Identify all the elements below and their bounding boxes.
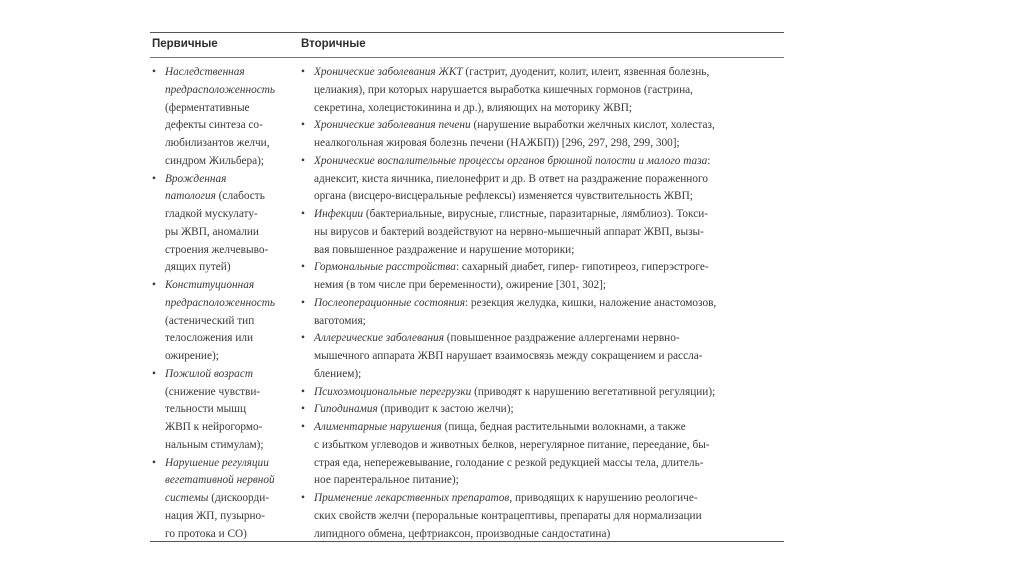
primary-causes-list xyxy=(152,64,292,543)
bullet-icon: • xyxy=(301,154,305,167)
item-line xyxy=(314,259,783,277)
item-text: немия (в том числе при беременности), ожирение [301, 302]; xyxy=(314,279,607,291)
item-text: страя еда, непережевывание, голодание с резкой редукцией массы тела, длитель- xyxy=(314,456,704,469)
item-term: предрасположенность xyxy=(165,296,276,309)
item-line xyxy=(165,348,292,366)
item-term: системы xyxy=(165,492,209,504)
column-header-secondary: Вторичные xyxy=(301,38,366,50)
primary-cause-item xyxy=(152,366,292,455)
item-line xyxy=(314,117,783,135)
item-line xyxy=(314,82,783,100)
item-line xyxy=(165,508,292,526)
secondary-cause-item xyxy=(301,401,783,419)
bullet-icon: • xyxy=(301,208,305,220)
secondary-cause-item xyxy=(301,490,783,543)
item-text: тельности мышц xyxy=(165,403,247,416)
secondary-cause-item xyxy=(301,295,783,331)
item-line xyxy=(314,384,783,402)
item-line xyxy=(165,171,292,189)
bullet-icon: • xyxy=(301,119,305,132)
item-term: Гормональные расстройства xyxy=(314,261,456,274)
item-text: нация ЖП, пузырно- xyxy=(165,509,265,522)
item-line xyxy=(165,313,292,331)
item-line xyxy=(314,171,783,189)
item-term: Психоэмоциональные перегрузки xyxy=(314,385,472,398)
secondary-causes-list xyxy=(301,64,783,543)
item-text: : xyxy=(707,154,711,167)
item-text: блением); xyxy=(314,367,362,380)
item-term: вегетативной нервной xyxy=(165,474,275,487)
item-term: предрасположенность xyxy=(165,83,276,96)
item-text: , приводящих к нарушению реологиче- xyxy=(509,492,698,504)
table-top-rule xyxy=(150,32,784,33)
item-text: (пища, бедная растительными волокнами, а также xyxy=(441,421,686,433)
item-text: (бактериальные, вирусные, глистные, паразитарные, лямблиоз). Токси- xyxy=(363,208,709,220)
item-line xyxy=(314,419,783,437)
item-text: синдром Жильбера); xyxy=(165,154,265,167)
item-text: (приводит к застою желчи); xyxy=(377,403,514,416)
bullet-icon: • xyxy=(152,367,156,380)
header-divider xyxy=(150,57,784,58)
bullet-icon: • xyxy=(152,456,156,469)
item-text: целиакия), при которых нарушается выработка кишечных гормонов (гастрина, xyxy=(314,83,693,96)
item-text: ваготомия; xyxy=(314,314,366,327)
item-line xyxy=(165,455,292,473)
item-line xyxy=(165,206,292,224)
item-term: Конституционная xyxy=(165,279,255,291)
bullet-icon: • xyxy=(301,261,305,274)
item-line xyxy=(314,206,783,224)
item-text: ры ЖВП, аномалии xyxy=(165,225,259,238)
item-term: Хронические заболевания ЖКТ xyxy=(314,66,463,78)
item-term: Алиментарные нарушения xyxy=(314,421,442,433)
bullet-icon: • xyxy=(152,66,156,78)
item-text: ЖВП к нейрогормо- xyxy=(165,421,263,433)
item-line xyxy=(165,100,292,118)
item-text: любилизантов желчи, xyxy=(165,137,270,149)
item-line xyxy=(314,313,783,331)
table-bottom-rule xyxy=(150,541,784,542)
item-text: (снижение чувстви- xyxy=(165,385,261,398)
item-text: го протока и СО) xyxy=(165,527,247,540)
bullet-icon: • xyxy=(301,332,305,345)
item-line xyxy=(314,455,783,473)
primary-cause-item xyxy=(152,277,292,366)
item-text: (приводят к нарушению вегетативной регуляции); xyxy=(471,385,716,398)
item-line xyxy=(165,401,292,419)
item-line xyxy=(314,224,783,242)
item-text: : сахарный диабет, гипер- гипотиреоз, гиперэстроге- xyxy=(455,261,709,274)
item-line xyxy=(314,472,783,490)
secondary-cause-item xyxy=(301,153,783,206)
item-line xyxy=(165,366,292,384)
primary-cause-item xyxy=(152,64,292,171)
primary-cause-item xyxy=(152,171,292,278)
bullet-icon: • xyxy=(152,279,156,291)
item-line xyxy=(314,348,783,366)
item-line xyxy=(165,384,292,402)
item-line xyxy=(165,472,292,490)
item-line xyxy=(165,242,292,260)
item-line xyxy=(165,153,292,171)
item-term: патология xyxy=(165,190,216,203)
item-text: нальным стимулам); xyxy=(165,438,264,451)
item-line xyxy=(314,437,783,455)
item-term: Врожденная xyxy=(165,172,227,185)
item-line xyxy=(165,490,292,508)
bullet-icon: • xyxy=(301,385,305,398)
item-text: (ферментативные xyxy=(165,101,250,114)
item-line xyxy=(314,153,783,171)
item-line xyxy=(165,117,292,135)
item-line xyxy=(314,135,783,153)
item-line xyxy=(165,437,292,455)
item-line xyxy=(314,366,783,384)
item-term: Хронические воспалительные процессы органов брюшной полости и малого таза xyxy=(314,154,708,167)
item-line xyxy=(314,401,783,419)
item-line xyxy=(165,277,292,295)
secondary-cause-item xyxy=(301,330,783,383)
item-text: (нарушение выработки желчных кислот, холестаз, xyxy=(470,119,715,132)
bullet-icon: • xyxy=(152,172,156,185)
item-term: Хронические заболевания печени xyxy=(314,119,471,132)
item-text: (слабость xyxy=(215,190,265,203)
secondary-cause-item xyxy=(301,206,783,259)
item-text: с избытком углеводов и животных белков, нерегулярное питание, переедание, бы- xyxy=(314,438,710,451)
item-line xyxy=(165,330,292,348)
item-line xyxy=(314,490,783,508)
item-text: (дискоорди- xyxy=(208,492,270,504)
item-line xyxy=(314,188,783,206)
item-text: (астенический тип xyxy=(165,314,255,327)
item-line xyxy=(314,242,783,260)
item-line xyxy=(165,224,292,242)
item-text: органа (висцеро-висцеральные рефлексы) изменяется чувствительность ЖВП; xyxy=(314,190,693,203)
item-line xyxy=(314,295,783,313)
item-term: Гиподинамия xyxy=(314,403,378,416)
item-text: мышечного аппарата ЖВП нарушает взаимосвязь между сокращением и рассла- xyxy=(314,350,703,362)
item-text: гладкой мускулату- xyxy=(165,208,258,220)
item-line xyxy=(314,277,783,295)
item-term: Инфекции xyxy=(314,208,364,220)
item-line xyxy=(165,135,292,153)
item-text: неалкогольная жировая болезнь печени (НАЖБП)) [296, 297, 298, 299, 300]; xyxy=(314,137,680,149)
item-line xyxy=(314,330,783,348)
item-text: ны вирусов и бактерий воздействуют на нервно-мышечный аппарат ЖВП, вызы- xyxy=(314,225,704,238)
item-text: ожирение); xyxy=(165,350,219,362)
secondary-cause-item xyxy=(301,419,783,490)
bullet-icon: • xyxy=(301,296,305,309)
item-line xyxy=(165,295,292,313)
item-text: (гастрит, дуоденит, колит, илеит, язвенная болезнь, xyxy=(462,66,710,78)
bullet-icon: • xyxy=(301,421,305,433)
item-text: аднексит, киста яичника, пиелонефрит и др. В ответ на раздражение пораженного xyxy=(314,172,708,185)
item-text: строения желчевыво- xyxy=(165,243,269,256)
secondary-cause-item xyxy=(301,259,783,295)
item-line xyxy=(165,259,292,277)
item-line xyxy=(314,100,783,118)
item-term: Послеоперационные состояния xyxy=(314,296,465,309)
column-header-primary: Первичные xyxy=(152,38,218,50)
item-text: дящих путей) xyxy=(165,261,231,274)
item-text: липидного обмена, цефтриаксон, производные сандостатина) xyxy=(314,527,611,540)
item-text: (повышенное раздражение аллергенами нервно- xyxy=(443,332,680,345)
secondary-cause-item xyxy=(301,64,783,117)
item-line xyxy=(165,82,292,100)
item-text: телосложения или xyxy=(165,332,254,345)
bullet-icon: • xyxy=(301,66,305,78)
item-term: Применение лекарственных препаратов xyxy=(314,492,510,504)
item-line xyxy=(165,64,292,82)
secondary-cause-item xyxy=(301,117,783,153)
item-term: Наследственная xyxy=(165,66,245,78)
item-line xyxy=(165,419,292,437)
item-line xyxy=(165,188,292,206)
bullet-icon: • xyxy=(301,492,305,504)
item-term: Пожилой возраст xyxy=(165,367,253,380)
secondary-cause-item xyxy=(301,384,783,402)
item-text: : резекция желудка, кишки, наложение анастомозов, xyxy=(464,296,717,309)
item-line xyxy=(314,64,783,82)
item-term: Нарушение регуляции xyxy=(165,456,269,469)
item-text: ских свойств желчи (пероральные контрацептивы, препараты для нормализации xyxy=(314,509,702,522)
primary-cause-item xyxy=(152,455,292,544)
item-term: Аллергические заболевания xyxy=(314,332,444,345)
item-line xyxy=(314,508,783,526)
item-text: вая повышенное раздражение и нарушение моторики; xyxy=(314,243,575,256)
item-text: дефекты синтеза со- xyxy=(165,119,263,132)
item-text: ное парентеральное питание); xyxy=(314,474,459,487)
item-text: секретина, холецистокинина и др.), влияющих на моторику ЖВП; xyxy=(314,101,633,114)
bullet-icon: • xyxy=(301,403,305,416)
